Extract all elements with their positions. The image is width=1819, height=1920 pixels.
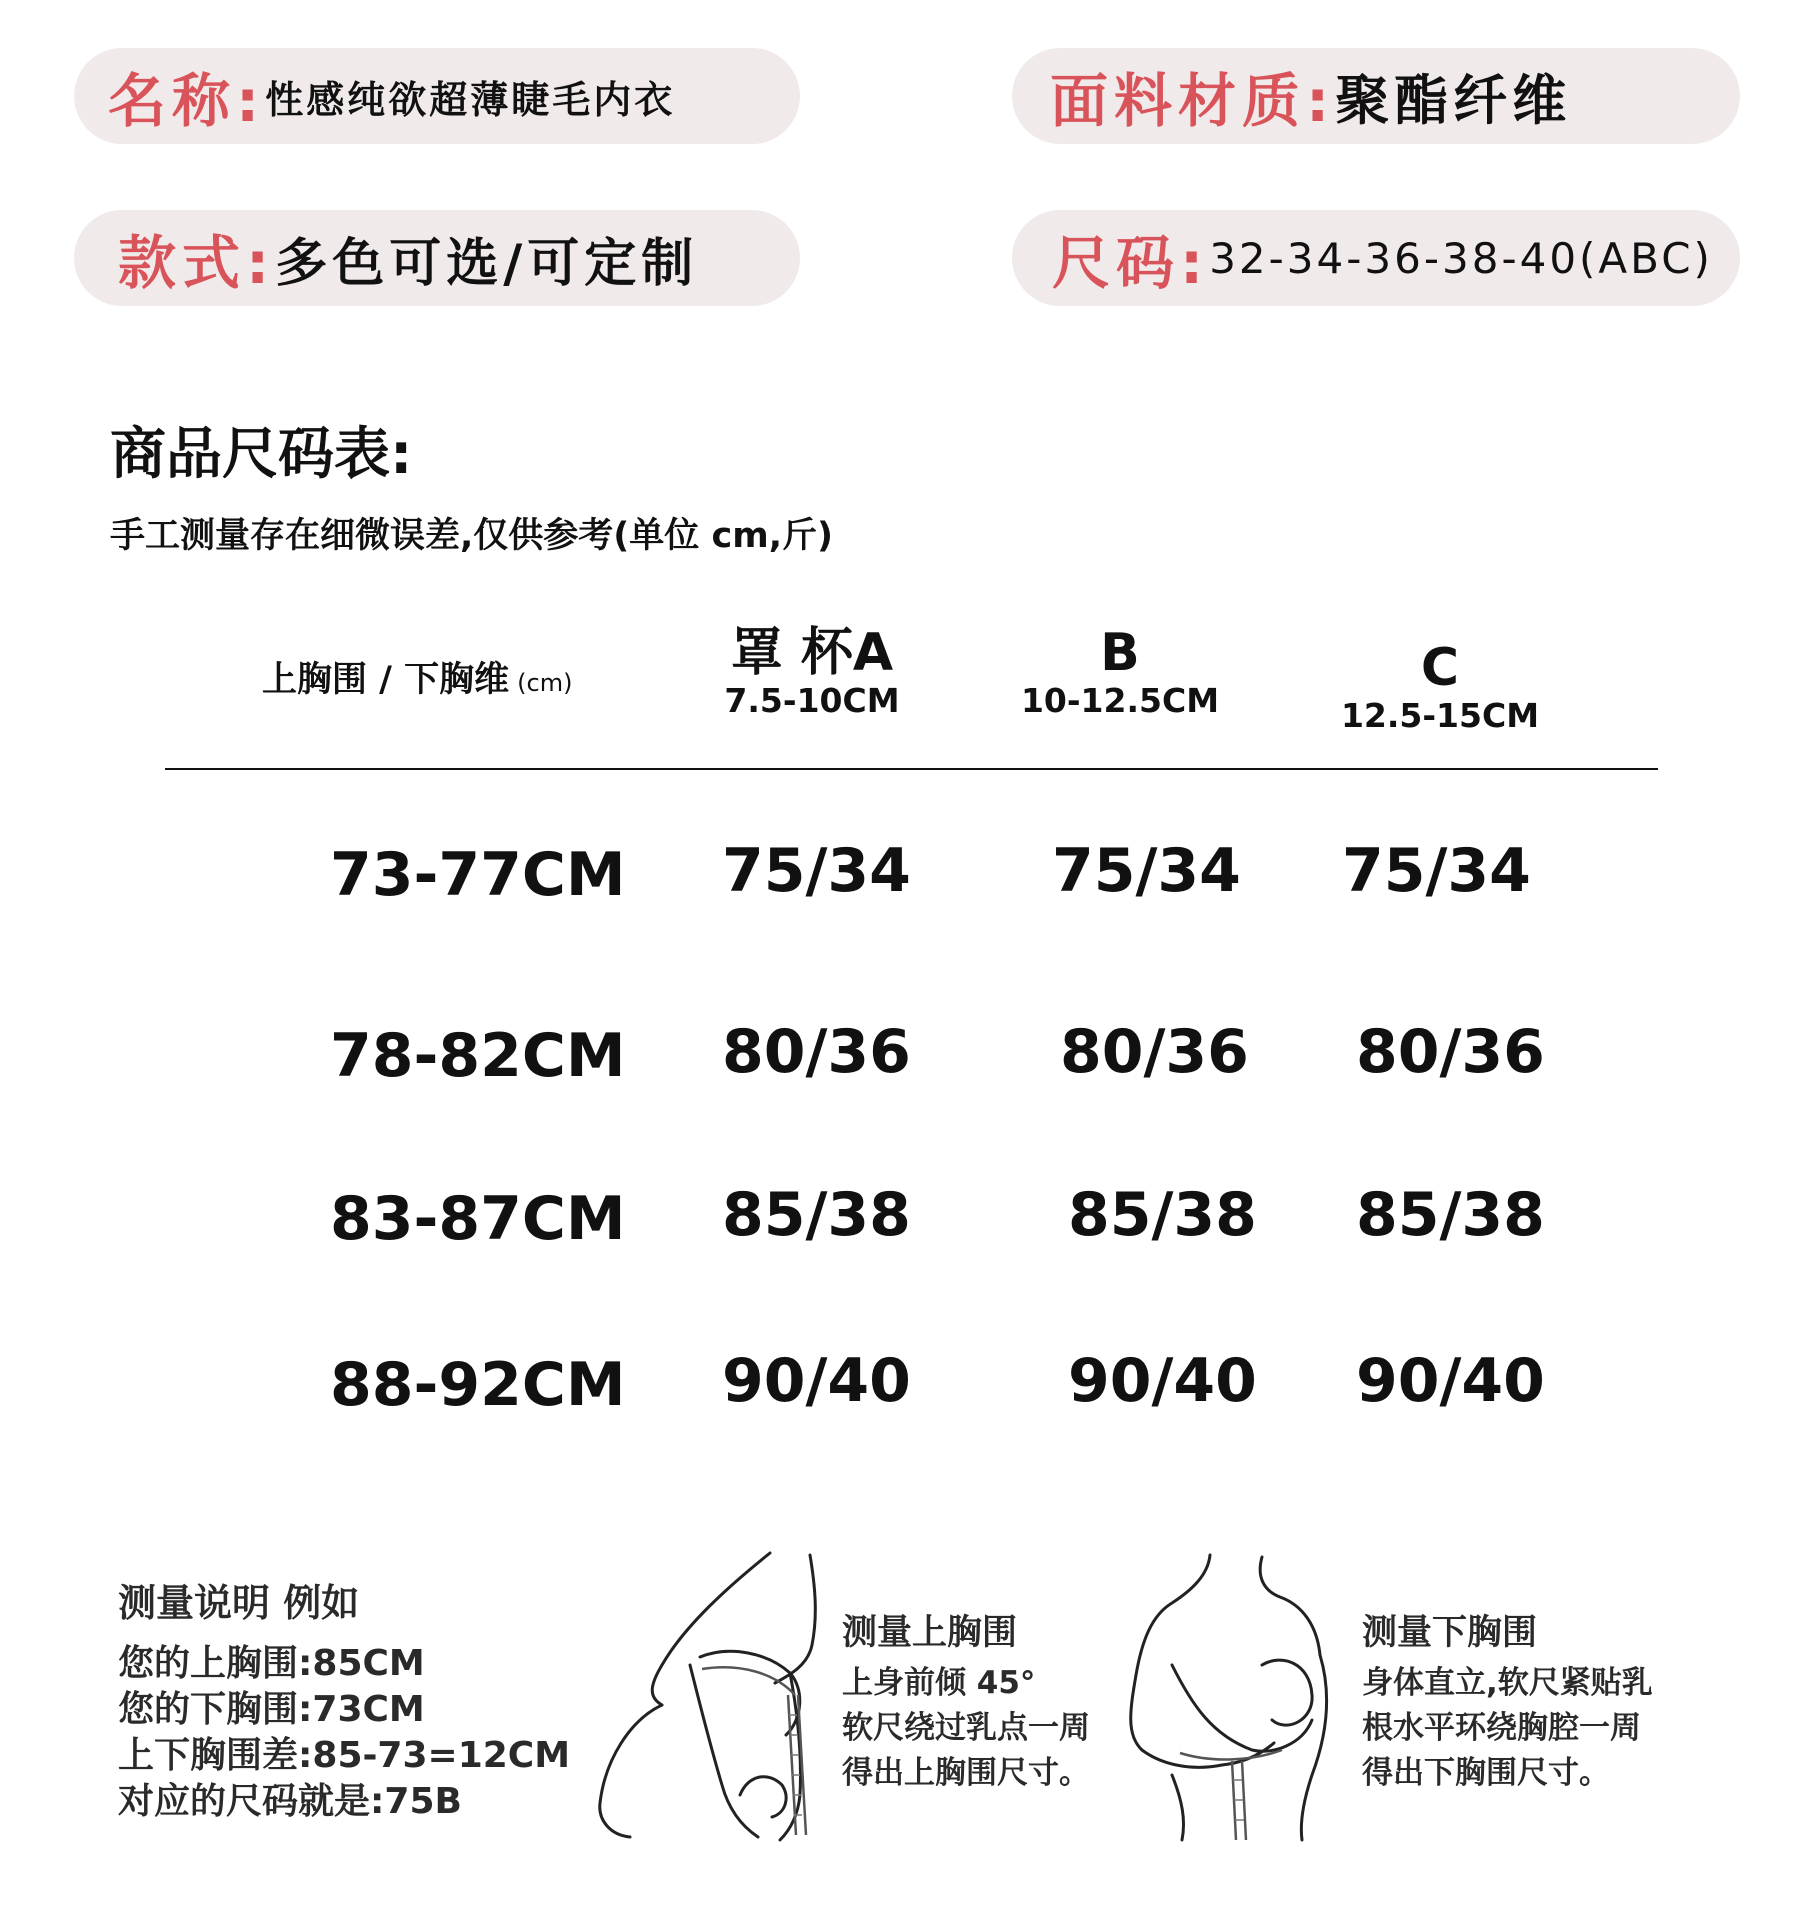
measurement-example-line: 上下胸围差:85-73=12CM — [118, 1735, 571, 1776]
size-chart-title: 商品尺码表: — [110, 422, 413, 487]
size-cell-a: 80/36 — [722, 1017, 911, 1087]
size-cell-c: 75/34 — [1342, 836, 1531, 906]
column-range-a: 7.5-10CM — [724, 681, 900, 720]
size-cell-b: 80/36 — [1060, 1017, 1249, 1087]
measurement-example — [118, 1572, 570, 1825]
column-header-b — [1010, 625, 1230, 721]
column-range-c: 12.5-15CM — [1340, 696, 1540, 735]
style-pill — [74, 210, 800, 306]
lower-bust-note-title: 测量下胸围 — [1362, 1613, 1538, 1653]
style-key: 款式: — [118, 229, 276, 297]
row-label: 78-82CM — [330, 1021, 626, 1091]
upper-bust-note-line: 得出上胸围尺寸。 — [842, 1755, 1090, 1791]
product-name-pill — [74, 48, 800, 144]
lower-bust-note-line: 根水平环绕胸腔一周 — [1362, 1710, 1641, 1746]
corner-label: 上胸围 / 下胸维 — [262, 660, 510, 700]
upper-bust-illustration — [590, 1545, 840, 1845]
size-cell-b: 90/40 — [1068, 1346, 1257, 1416]
size-value: 32-34-36-38-40(ABC) — [1209, 233, 1713, 283]
column-header-c — [1330, 640, 1550, 736]
upper-bust-note — [842, 1605, 1090, 1796]
column-range-b: 10-12.5CM — [1020, 681, 1220, 720]
measurement-example-line: 您的下胸围:73CM — [118, 1689, 425, 1730]
size-cell-c: 85/38 — [1356, 1180, 1545, 1250]
product-name-key: 名称: — [108, 67, 266, 135]
size-cell-c: 90/40 — [1356, 1346, 1545, 1416]
column-label-a: 罩 杯A — [730, 623, 894, 683]
corner-header — [262, 652, 572, 702]
column-label-b: B — [1100, 623, 1140, 683]
lower-bust-note-line: 身体直立,软尺紧贴乳 — [1362, 1665, 1653, 1701]
size-cell-a: 90/40 — [722, 1346, 911, 1416]
product-name-value: 性感纯欲超薄睫毛内衣 — [265, 77, 676, 122]
measurement-example-heading: 测量说明 例如 — [118, 1581, 360, 1625]
row-label: 73-77CM — [330, 840, 626, 910]
measurement-example-line: 对应的尺码就是:75B — [118, 1781, 462, 1822]
lower-bust-note — [1362, 1605, 1653, 1796]
size-cell-b: 85/38 — [1068, 1180, 1257, 1250]
size-cell-c: 80/36 — [1356, 1017, 1545, 1087]
fabric-value: 聚酯纤维 — [1335, 68, 1572, 132]
size-chart-subtitle: 手工测量存在细微误差,仅供参考(单位 cm,斤) — [110, 516, 833, 556]
header-divider — [165, 768, 1658, 770]
column-header-a — [712, 625, 912, 721]
corner-unit: (cm) — [517, 669, 573, 697]
row-label: 83-87CM — [330, 1184, 626, 1254]
size-cell-a: 85/38 — [722, 1180, 911, 1250]
size-key: 尺码: — [1052, 229, 1210, 297]
size-cell-a: 75/34 — [722, 836, 911, 906]
fabric-key: 面料材质: — [1050, 67, 1336, 135]
style-value: 多色可选/可定制 — [275, 233, 699, 294]
fabric-pill — [1012, 48, 1740, 144]
size-pill — [1012, 210, 1740, 306]
measurement-example-line: 您的上胸围:85CM — [118, 1643, 425, 1684]
upper-bust-note-title: 测量上胸围 — [842, 1613, 1018, 1653]
upper-bust-note-line: 软尺绕过乳点一周 — [842, 1710, 1090, 1746]
row-label: 88-92CM — [330, 1350, 626, 1420]
column-label-c: C — [1420, 638, 1460, 698]
lower-bust-illustration — [1112, 1545, 1362, 1845]
upper-bust-note-line: 上身前倾 45° — [842, 1665, 1036, 1701]
lower-bust-note-line: 得出下胸围尺寸。 — [1362, 1755, 1610, 1791]
size-cell-b: 75/34 — [1052, 836, 1241, 906]
